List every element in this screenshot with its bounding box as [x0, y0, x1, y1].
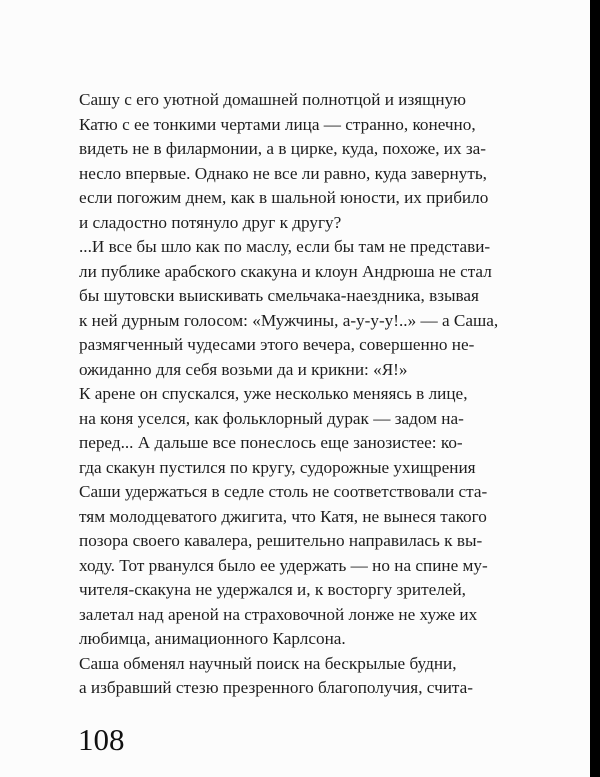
page-number: 108	[78, 722, 125, 757]
text-line: если погожим днем, как в шальной юности, их прибило	[79, 188, 489, 207]
text-line: ли публике арабского скакуна и клоун Андрюша не стал	[79, 261, 492, 281]
text-line: ...И все бы шло как по маслу, если бы там не представи-	[79, 237, 491, 256]
text-line: гда скакун пустился по кругу, судорожные ухищрения	[79, 457, 476, 477]
text-line: Саша обменял научный поиск на бескрылые будни,	[79, 653, 457, 673]
text-line: ожиданно для себя возьми да и крикни: «Я!»	[79, 359, 408, 379]
text-line: видеть не в филармонии, а в цирке, куда, похоже, их за-	[79, 139, 487, 158]
text-line: на коня уселся, как фольклорный дурак — задом на-	[79, 408, 464, 428]
text-line: Катю с ее тонкими чертами лица — странно, конечно,	[79, 114, 476, 134]
text-line: и сладостно потянуло друг к другу?	[79, 212, 342, 232]
text-line: позора своего кавалера, решительно направилась к вы-	[79, 531, 483, 550]
text-line: любимца, анимационного Карлсона.	[79, 629, 346, 648]
text-line: Сашу с его уютной домашней полнотцой и изящную	[79, 90, 467, 109]
text-line: к ней дурным голосом: «Мужчины, а-у-у-у!..» — а Саша,	[79, 310, 499, 330]
text-line: тям молодцеватого джигита, что Катя, не вынеся такого	[79, 506, 487, 526]
page-edge	[590, 0, 600, 777]
text-line: бы шутовски выискивать смельчака-наездника, взывая	[79, 286, 479, 305]
text-line: размягченный чудесами этого вечера, совершенно не-	[79, 335, 475, 354]
body-text	[79, 88, 524, 701]
text-line: ходу. Тот рванулся было ее удержать — но на спине му-	[79, 555, 488, 575]
text-line: а избравший стезю презренного благополучия, счита-	[79, 678, 473, 697]
text-line: Саши удержаться в седле столь не соответствовали ста-	[79, 482, 488, 501]
text-line: чителя-скакуна не удержался и, к восторгу зрителей,	[79, 580, 466, 599]
text-line: несло впервые. Однако не все ли равно, куда завернуть,	[79, 163, 487, 183]
text-line: залетал над ареной на страховочной лонже не хуже их	[79, 604, 478, 624]
text-line: К арене он спускался, уже несколько меняясь в лице,	[79, 384, 468, 403]
text-line: перед... А дальше все понеслось еще занозистее: ко-	[79, 433, 463, 452]
